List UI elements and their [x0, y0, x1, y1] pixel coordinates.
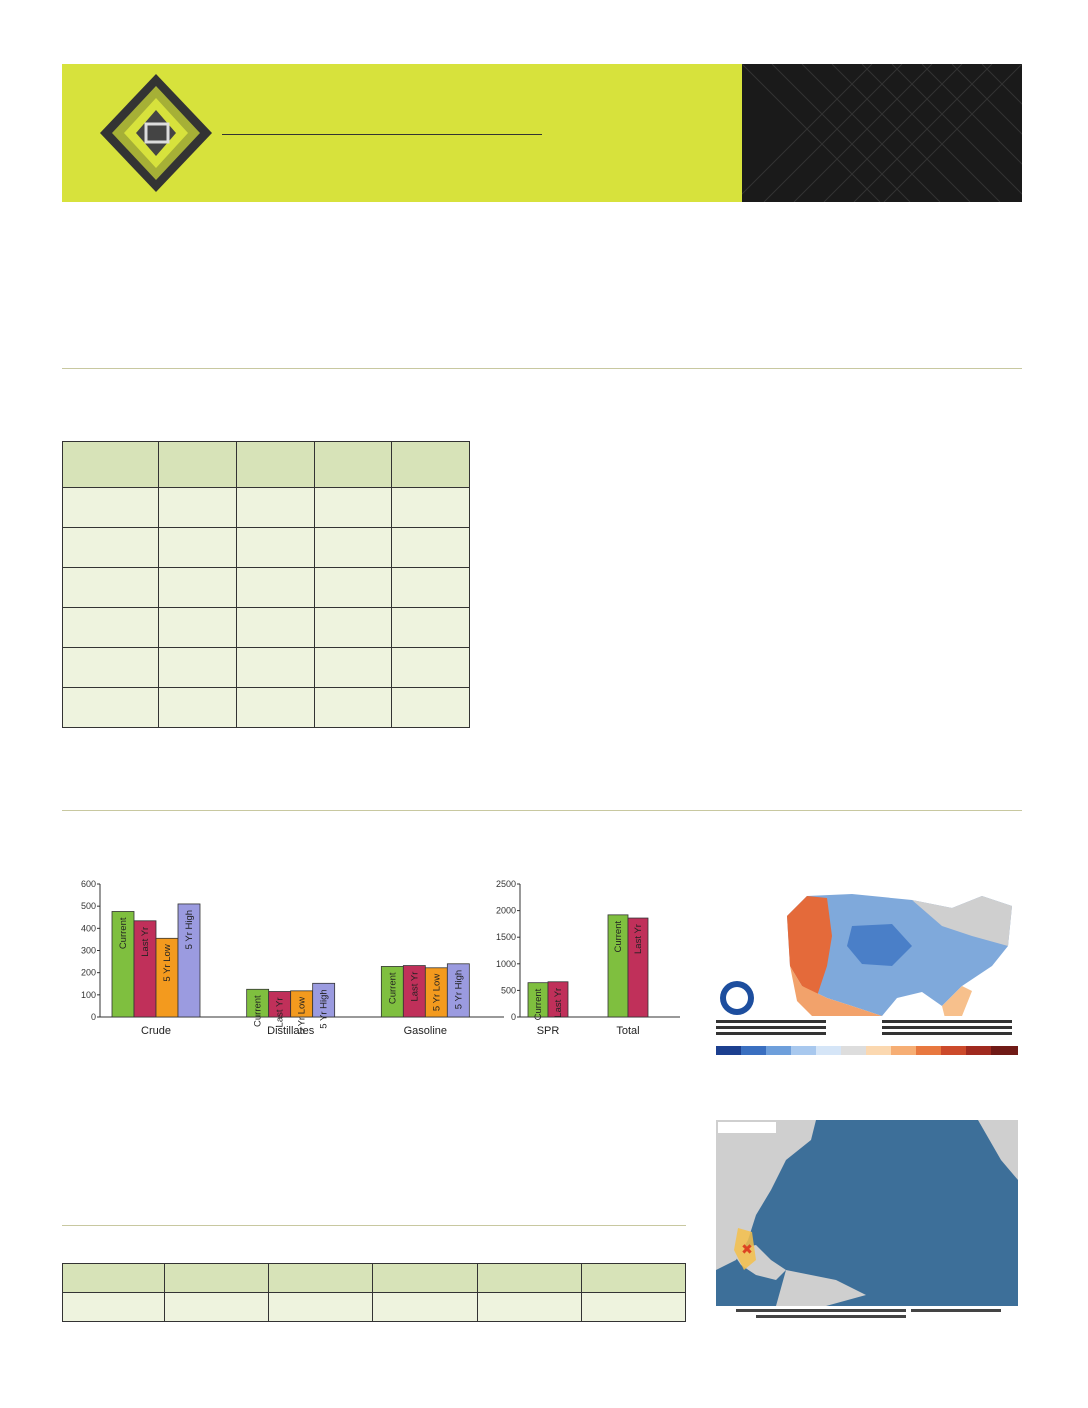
- table-row: [63, 688, 470, 728]
- y-tick-label: 2500: [495, 879, 516, 889]
- table-cell: [236, 528, 314, 568]
- table-header-cell: [236, 442, 314, 488]
- table-cell: [63, 488, 159, 528]
- bar-label: Current: [533, 988, 544, 1021]
- tropical-map: [716, 1120, 1018, 1320]
- working-gas-chart: [478, 436, 1024, 736]
- category-label: SPR: [536, 1025, 560, 1037]
- y-tick-label: 500: [80, 901, 96, 912]
- y-tick-label: 0: [90, 1012, 96, 1022]
- y-tick-label: 2000: [495, 905, 516, 916]
- bar-label: 5 Yr Low: [162, 944, 173, 982]
- table-cell: [392, 488, 470, 528]
- rig-count-table: [62, 1263, 686, 1322]
- y-tick-label: 500: [500, 985, 516, 996]
- table-header-cell: [63, 1264, 165, 1293]
- table-cell: [159, 528, 237, 568]
- table-header-cell: [159, 442, 237, 488]
- reliable-energy-logo-icon: [96, 70, 216, 196]
- table-cell: [477, 1293, 581, 1322]
- bar-label: Last Yr: [274, 997, 286, 1028]
- bar-label: Current: [118, 917, 129, 950]
- table-header-cell: [373, 1264, 477, 1293]
- bar-label: Last Yr: [553, 987, 564, 1018]
- bar-label: 5 Yr High: [453, 969, 465, 1010]
- table-header-cell: [314, 442, 392, 488]
- table-header-cell: [477, 1264, 581, 1293]
- divider: [62, 1225, 686, 1226]
- table-cell: [236, 688, 314, 728]
- table-header-cell: [392, 442, 470, 488]
- table-cell: [236, 648, 314, 688]
- bar-label: Current: [613, 920, 624, 953]
- table-cell: [159, 688, 237, 728]
- table-cell: [314, 528, 392, 568]
- bar-label: Last Yr: [409, 971, 421, 1002]
- bar-label: Current: [387, 972, 399, 1005]
- y-tick-label: 0: [510, 1012, 516, 1022]
- table-row: [63, 568, 470, 608]
- storage-table: [62, 441, 470, 728]
- bar-label: 5 Yr Low: [431, 973, 443, 1012]
- bar-label: Last Yr: [633, 924, 644, 954]
- table-cell: [314, 568, 392, 608]
- table-row: [63, 488, 470, 528]
- table-cell: [63, 1293, 165, 1322]
- table-row: [63, 608, 470, 648]
- divider: [62, 368, 1022, 369]
- table-row: [63, 528, 470, 568]
- table-row: [63, 1293, 686, 1322]
- table-cell: [392, 688, 470, 728]
- petroleum-chart: [62, 876, 686, 1042]
- table-cell: [236, 608, 314, 648]
- table-cell: [373, 1293, 477, 1322]
- table-cell: [581, 1293, 685, 1322]
- y-tick-label: 1000: [495, 958, 516, 969]
- table-cell: [159, 568, 237, 608]
- table-cell: [159, 488, 237, 528]
- category-label: Distillates: [267, 1025, 315, 1037]
- table-cell: [236, 568, 314, 608]
- table-header-cell: [165, 1264, 269, 1293]
- table-cell: [392, 648, 470, 688]
- table-header-cell: [63, 442, 159, 488]
- y-tick-label: 100: [80, 989, 96, 1000]
- y-tick-label: 400: [80, 923, 96, 934]
- table-cell: [392, 528, 470, 568]
- table-cell: [392, 608, 470, 648]
- temp-outlook-map: [712, 866, 1022, 1062]
- divider: [62, 810, 1022, 811]
- table-cell: [392, 568, 470, 608]
- y-tick-label: 300: [80, 945, 96, 956]
- table-cell: [314, 688, 392, 728]
- table-cell: [269, 1293, 373, 1322]
- y-tick-label: 1500: [495, 932, 516, 943]
- table-cell: [314, 648, 392, 688]
- table-header-row: [63, 442, 470, 488]
- table-cell: [159, 648, 237, 688]
- table-cell: [63, 608, 159, 648]
- table-header-cell: [581, 1264, 685, 1293]
- table-cell: [314, 608, 392, 648]
- table-cell: [159, 608, 237, 648]
- bar-label: 5 Yr High: [184, 909, 195, 950]
- table-cell: [63, 528, 159, 568]
- disturbance-marker-icon: ✖: [741, 1242, 753, 1258]
- y-tick-label: 200: [80, 967, 96, 978]
- table-header-cell: [269, 1264, 373, 1293]
- table-cell: [63, 648, 159, 688]
- bar-label: Current: [252, 995, 264, 1027]
- bar-label: 5 Yr Low: [296, 996, 308, 1035]
- category-label: Crude: [141, 1025, 171, 1037]
- bar-label: 5 Yr High: [318, 989, 330, 1029]
- table-cell: [236, 488, 314, 528]
- category-label: Total: [616, 1025, 640, 1037]
- brand-divider: [222, 134, 542, 135]
- table-cell: [63, 568, 159, 608]
- table-row: [63, 648, 470, 688]
- table-cell: [63, 688, 159, 728]
- table-cell: [314, 488, 392, 528]
- category-label: Gasoline: [403, 1025, 448, 1037]
- table-cell: [165, 1293, 269, 1322]
- table-header-row: [63, 1264, 686, 1293]
- header-contact-panel: [742, 64, 1022, 202]
- bar-label: Last Yr: [140, 926, 151, 957]
- y-tick-label: 600: [80, 879, 96, 889]
